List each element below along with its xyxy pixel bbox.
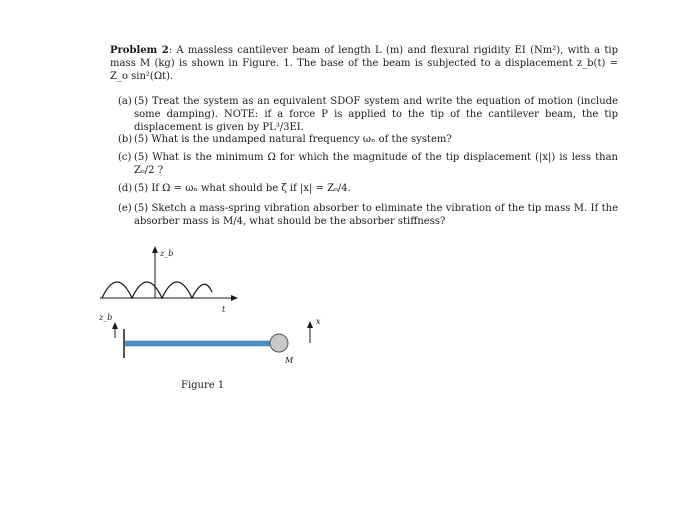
figure-caption: Figure 1 — [181, 380, 225, 391]
sin-squared-curve — [102, 282, 212, 298]
base-zb-label: z_b — [99, 313, 113, 322]
zb-axis-label: z_b — [160, 249, 174, 258]
part-text: (5) If Ω = ωₙ what should be ζ if |x| = Zₒ/4. — [134, 183, 351, 194]
tip-mass-label: M — [285, 356, 294, 365]
part-label: (c) — [118, 152, 132, 163]
part-label: (b) — [118, 134, 133, 145]
x-arrow-icon — [307, 321, 313, 328]
tip-mass — [270, 334, 288, 352]
part-text: (5) What is the minimum Ω for which the magnitude of the tip displacement (|x|) is less than Zₒ/2 ? — [134, 152, 618, 176]
t-axis-arrow-icon — [231, 295, 238, 301]
part-text: (5) What is the undamped natural frequency ωₙ of the system? — [134, 134, 452, 145]
part-label: (e) — [118, 203, 132, 214]
zb-axis-arrow-icon — [152, 246, 158, 253]
cantilever-beam — [125, 341, 271, 346]
t-axis-label: t — [222, 305, 226, 314]
base-displacement-arrow-icon — [112, 322, 118, 329]
part-text: (5) Treat the system as an equivalent SDOF system and write the equation of motion (include some damping). NOTE: if a force P is applied to the tip of the cantilever beam, the tip displacement is given by PL³/3EI. — [134, 96, 618, 133]
x-label: x — [316, 317, 321, 326]
part-label: (a) — [118, 96, 132, 107]
part-text: (5) Sketch a mass-spring vibration absorber to eliminate the vibration of the tip mass M. If the absorber mass is M/4, what should be the absorber stiffness? — [134, 203, 618, 227]
problem-text: : A massless cantilever beam of length L (m) and flexural rigidity EI (Nm²), with a tip mass M (kg) is shown in Figure. 1. The base of the beam is subjected to a displacement z_b(t) = Z_o sin²(Ωt). — [110, 45, 619, 82]
problem-heading: Problem 2 — [110, 45, 169, 56]
part-label: (d) — [118, 183, 133, 194]
